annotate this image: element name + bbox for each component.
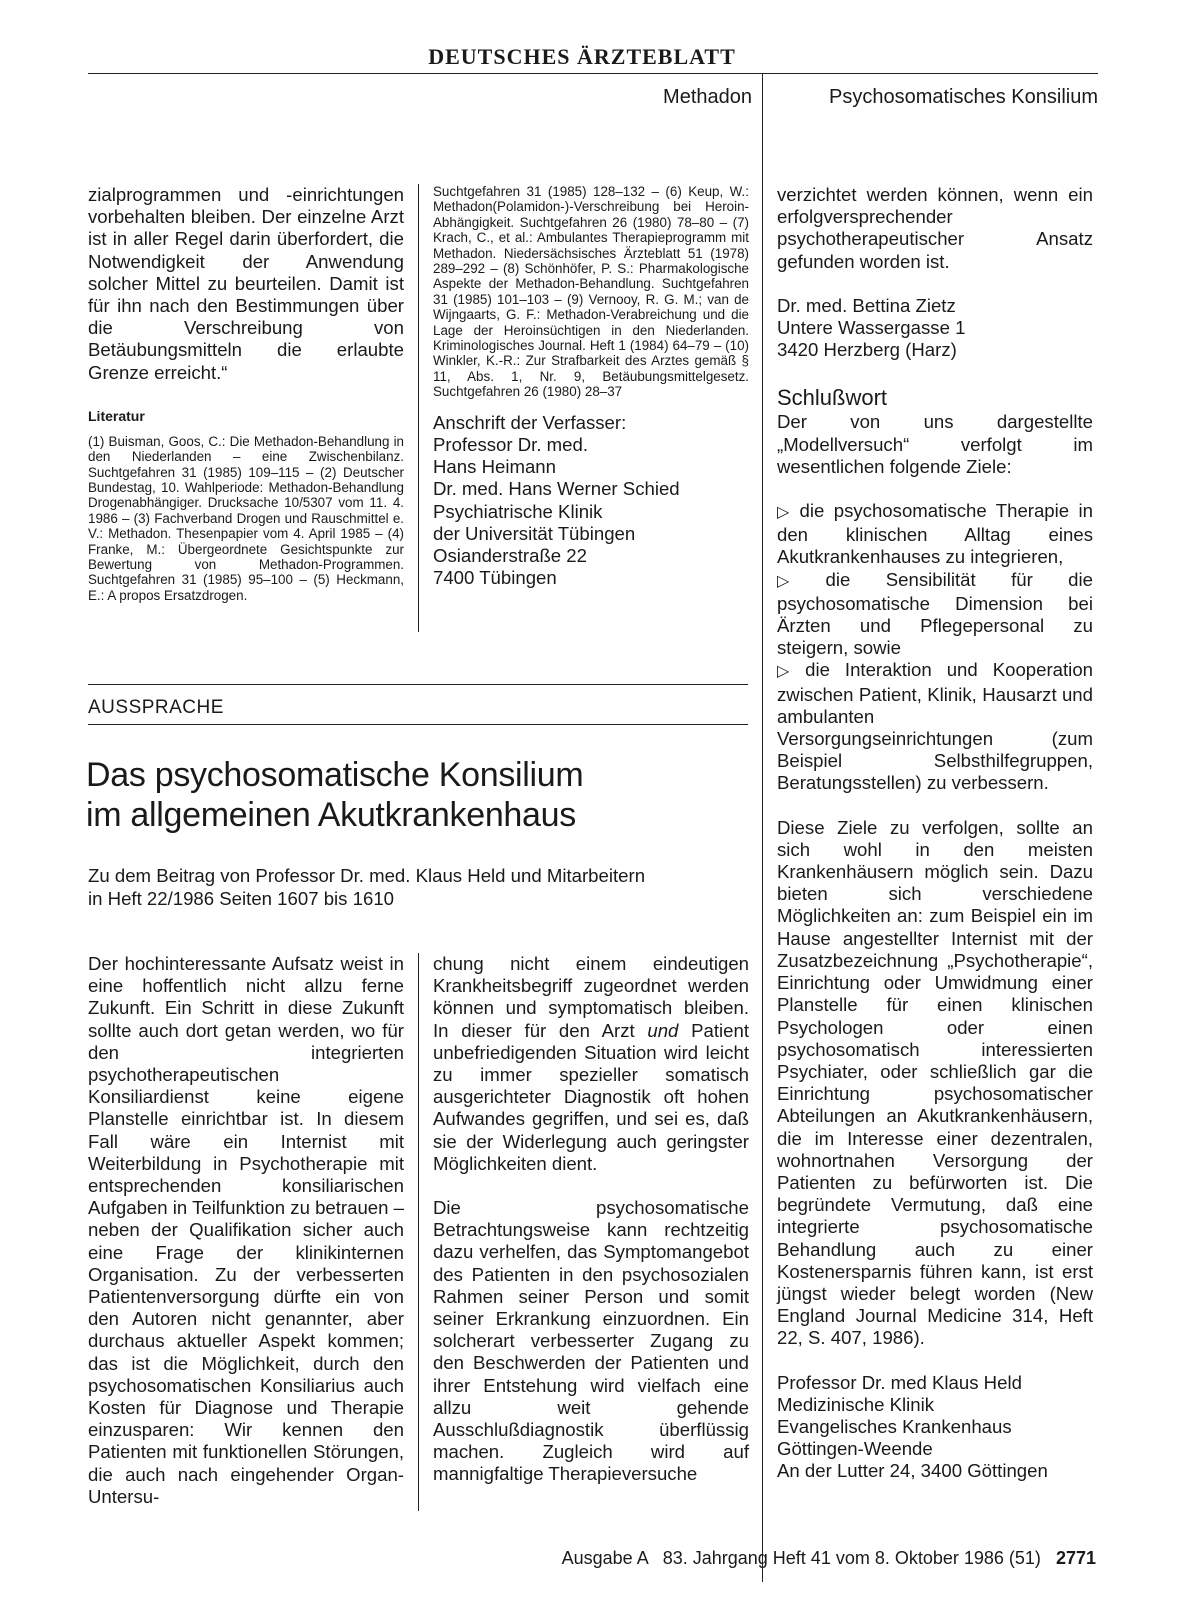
section-label: AUSSPRACHE	[88, 697, 224, 718]
issue-info: Ausgabe A 83. Jahrgang Heft 41 vom 8. Oktober 1986 (51)	[561, 1548, 1041, 1568]
schlusswort-heading: Schlußwort	[777, 385, 888, 411]
address-line: Dr. med. Hans Werner Schied	[433, 478, 680, 500]
schlusswort-intro: Der von uns dargestellte „Modellversuch“ verfolgt im wesentlichen folgende Ziele:	[777, 411, 1093, 477]
emphasis-und: und	[647, 1019, 679, 1041]
address-line: Professor Dr. med Klaus Held	[777, 1371, 1022, 1393]
author-address	[433, 412, 749, 590]
column-3	[777, 184, 1093, 1483]
schlusswort-paragraph: Diese Ziele zu verfolgen, sollte an sich wohl in den meisten Krankenhäusern möglich sein. Dazu bieten sich verschiedene Möglichkeiten an: zum Beispiel ein im Hause angestellter Internist mit der Zusatzbezeichnung „Psychotherapie“, Einrichtung oder Umwidmung einer Planstelle für einen klinischen Psychologen oder einen psychosomatisch interessierten Psychiater, oder schließlich gar die Einrichtung psychosomatischer Abteilungen an Akutkrankenhäusern, die im Interesse einer dezentralen, wohnortnahen Versorgung der Patienten zu befürworten ist. Die begründete Vermutung, daß eine integrierte psychosomatische Behandlung auch zu einer Kostenersparnis führen kann, ist erst jüngst wieder belegt worden (New England Journal Medicine 314, Heft 22, S. 407, 1986).	[777, 816, 1093, 1349]
address-line: Göttingen-Weende	[777, 1438, 933, 1460]
closing-paragraph: zialprogrammen und -einrichtungen vorbehalten bleiben. Der einzelne Arzt ist in aller Regel darin überfordert, die Notwendigkeit der Anwendung solcher Mittel zu beurteilen. Damit ist für ihn nach den Bestimmungen über die Verschreibung von Betäubungsmitteln die erlaubte Grenze erreicht.“	[88, 184, 404, 383]
goal-text: die psychosomatische Therapie in den klinischen Alltag eines Akutkrankenhauses zu integrieren,	[777, 500, 1093, 568]
address-line: Psychiatrische Klinik	[433, 500, 603, 522]
goal-item	[777, 500, 1093, 569]
goal-item	[777, 569, 1093, 660]
address-line: 7400 Tübingen	[433, 567, 557, 589]
letter-author-address	[777, 295, 1093, 362]
text-span: Patient unbefriedigenden Situation wird leicht zu immer spezieller somatisch ausgerichteter Diagnostik oft hohen Aufwandes gegriffen, und sei es, daß sie der Widerlegung auch geringster Möglichkeiten dient.	[433, 1019, 749, 1174]
address-line: Osianderstraße 22	[433, 544, 587, 566]
literatur-heading: Literatur	[88, 407, 145, 424]
section-rule-top	[88, 684, 748, 685]
page-number: 2771	[1055, 1548, 1096, 1568]
article-title-line-2: im allgemeinen Akutkrankenhaus	[86, 796, 576, 834]
address-line: Anschrift der Verfasser:	[433, 411, 627, 433]
references-part-1: (1) Buisman, Goos, C.: Die Methadon-Behandlung in den Niederlanden – eine Zwischenbilanz. Suchtgefahren 31 (1985) 109–115 – (2) Deutscher Bundestag, 10. Wahlperiode: Methadon-Behandlung Drogenabhängiger. Drucksache 10/5307 vom 11. 4. 1986 – (3) Fachverband Drogen und Rauschmittel e. V.: Methadon. Thesenpapier vom 4. April 1985 – (4) Franke, M.: Übergeordnete Gesichtspunkte zur Bewertung von Methadon-Programmen. Suchtgefahren 31 (1985) 95–100 – (5) Heckmann, E.: A propos Ersatzdrogen.	[88, 433, 404, 603]
goal-list	[777, 500, 1093, 795]
section-rule-bottom	[88, 724, 748, 725]
address-line: An der Lutter 24, 3400 Göttingen	[777, 1460, 1048, 1482]
triangle-bullet-icon: ▷	[777, 663, 800, 681]
goal-text: die Sensibilität für die psychosomatische Dimension bei Ärzten und Pflegepersonal zu steigern, sowie	[777, 568, 1093, 659]
article-subtitle-line-2: in Heft 22/1986 Seiten 1607 bis 1610	[88, 887, 394, 909]
article-paragraph	[433, 953, 749, 1175]
address-line: der Universität Tübingen	[433, 522, 636, 544]
page-footer	[500, 1548, 1096, 1569]
article-title-line-1: Das psychosomatische Konsilium	[86, 756, 584, 794]
column-divider-top	[418, 184, 419, 632]
goal-text: die Interaktion und Kooperation zwischen Patient, Klinik, Hausarzt und ambulanten Versorgungseinrichtungen (zum Beispiel Selbsthilfegruppen, Beratungsstellen) zu verbessern.	[777, 659, 1093, 794]
triangle-bullet-icon: ▷	[777, 572, 820, 590]
article-subtitle	[88, 865, 758, 910]
reply-author-address	[777, 1372, 1093, 1483]
address-line: Untere Wassergasse 1	[777, 317, 966, 339]
article-column-1	[88, 953, 404, 1508]
text-span: chung nicht einem eindeutigen Krankheitsbegriff zugeordnet werden können und symptomatisch bleiben. In dieser für den Arzt	[433, 953, 749, 1041]
triangle-bullet-icon: ▷	[777, 504, 794, 522]
letter-closing-paragraph: verzichtet werden können, wenn ein erfolgversprechender psychotherapeutischer Ansatz gefunden worden ist.	[777, 184, 1093, 272]
address-line: 3420 Herzberg (Harz)	[777, 339, 957, 361]
address-line: Medizinische Klinik	[777, 1393, 935, 1415]
column-1-top	[88, 184, 404, 603]
goal-item	[777, 659, 1093, 794]
section-header-methadon: Methadon	[663, 86, 752, 108]
article-subtitle-line-1: Zu dem Beitrag von Professor Dr. med. Klaus Held und Mitarbeitern	[88, 865, 646, 886]
column-divider-bottom	[418, 953, 419, 1511]
address-line: Evangelisches Krankenhaus	[777, 1415, 1012, 1437]
article-paragraph: Der hochinteressante Aufsatz weist in eine hoffentlich nicht allzu ferne Zukunft. Ein Schritt in diese Zukunft sollte auch dort getan werden, wo für den integrierten psychotherapeutischen Konsiliardienst keine eigene Planstelle einrichtbar ist. In diesem Fall wäre ein Internist mit Weiterbildung in Psychotherapie mit entsprechenden konsiliarischen Aufgaben in Teilfunktion zu betrauen – neben der Qualifikation sicher auch eine Frage der klinikinternen Organisation. Zu der verbesserten Patientenversorgung dürfte ein von den Autoren nicht genannter, aber durchaus aktueller Aspekt kommen; das ist die Möglichkeit, durch den psychosomatischen Konsiliarius auch Kosten für Diagnose und Therapie einzusparen: Wir kennen den Patienten mit funktionellen Störungen, die auch nach eingehender Organ-Untersu-	[88, 953, 404, 1507]
header-rule	[88, 73, 1098, 74]
address-line: Professor Dr. med.	[433, 433, 588, 455]
article-column-2	[433, 953, 749, 1486]
article-title	[86, 755, 756, 835]
column-divider-right	[762, 74, 763, 1582]
section-header-konsilium: Psychosomatisches Konsilium	[829, 86, 1098, 108]
article-paragraph: Die psychosomatische Betrachtungsweise kann rechtzeitig dazu verhelfen, das Symptomangebot des Patienten in den psychosozialen Rahmen seiner Person und somit seiner Erkrankung einzuordnen. Ein solcherart verbesserter Zugang zu den Beschwerden der Patienten und ihrer Entstehung wird vielfach eine allzu weit gehende Ausschlußdiagnostik überflüssig machen. Zugleich wird auf mannigfaltige Therapieversuche	[433, 1197, 749, 1485]
references-part-2: Suchtgefahren 31 (1985) 128–132 – (6) Keup, W.: Methadon(Polamidon-)-Verschreibung bei Heroin-Abhängigkeit. Suchtgefahren 26 (1980) 78–80 – (7) Krach, C., et al.: Ambulantes Therapieprogramm mit Methadon. Niedersächsisches Ärzteblatt 51 (1978) 289–292 – (8) Schönhöfer, P. S.: Pharmakologische Aspekte der Methadon-Behandlung. Suchtgefahren 31 (1985) 101–103 – (9) Vernooy, R. G. M.; van de Wijngaarts, G. F.: Methadon-Verabreichung und die Lage der Heroinsüchtigen in den Niederlanden. Kriminologisches Journal. Heft 1 (1984) 64–79 – (10) Winkler, K.-R.: Zur Strafbarkeit des Arztes gemäß § 11, Abs. 1, Nr. 9, Betäubungsmittelgesetz. Suchtgefahren 26 (1980) 28–37	[433, 184, 749, 400]
masthead: DEUTSCHES ÄRZTEBLATT	[428, 44, 736, 69]
address-line: Dr. med. Bettina Zietz	[777, 294, 956, 316]
column-2-top	[433, 184, 749, 589]
address-line: Hans Heimann	[433, 456, 556, 478]
